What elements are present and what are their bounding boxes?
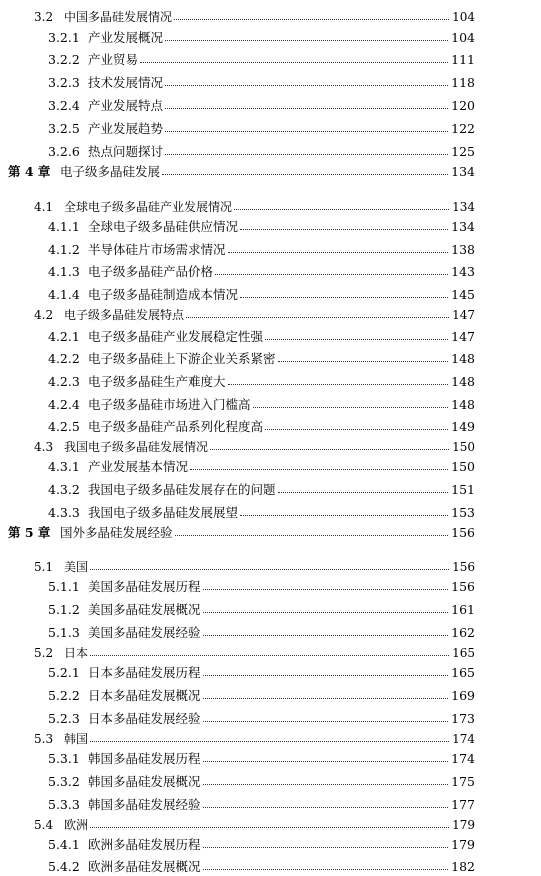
toc-entry-title: 技术发展情况 [88, 75, 164, 90]
toc-entry[interactable] [0, 504, 541, 522]
toc-entry-title: 我国电子级多晶硅发展存在的问题 [88, 482, 276, 497]
dot-leader [203, 869, 448, 870]
toc-entry[interactable] [0, 198, 541, 216]
toc-entry-title: 欧洲多晶硅发展历程 [88, 837, 201, 852]
dot-leader [203, 761, 448, 762]
toc-entry[interactable] [0, 218, 541, 236]
toc-entry-page-number: 118 [451, 75, 475, 90]
toc-entry-title: 电子级多晶硅产品价格 [88, 264, 214, 279]
toc-entry-title: 电子级多晶硅发展 [60, 164, 161, 179]
toc-entry-title: 美国多晶硅发展历程 [88, 579, 201, 594]
dot-leader [90, 741, 449, 742]
toc-entry[interactable] [0, 644, 541, 662]
toc-entry-number: 3.2.6 [48, 144, 80, 159]
dot-leader [265, 429, 448, 430]
toc-entry-title: 全球电子级多晶硅供应情况 [88, 219, 239, 234]
dot-leader [186, 317, 449, 318]
toc-entry-title: 日本多晶硅发展概况 [88, 688, 201, 703]
toc-entry[interactable] [0, 373, 541, 391]
toc-entry-title: 我国电子级多晶硅发展展望 [88, 505, 239, 520]
toc-entry-title: 韩国 [64, 732, 89, 746]
toc-entry-number: 4.2.5 [48, 419, 80, 434]
toc-entry-number: 4.2.3 [48, 374, 80, 389]
toc-entry[interactable] [0, 8, 541, 26]
toc-entry-page-number: 148 [451, 397, 475, 412]
toc-entry-page-number: 120 [451, 98, 475, 113]
toc-entry[interactable] [0, 816, 541, 834]
toc-entry[interactable] [0, 286, 541, 304]
toc-entry-title: 产业发展特点 [88, 98, 164, 113]
toc-entry-title: 电子级多晶硅生产难度大 [88, 374, 226, 389]
toc-entry-page-number: 149 [451, 419, 475, 434]
toc-entry-title: 日本多晶硅发展历程 [88, 665, 201, 680]
toc-entry-title: 韩国多晶硅发展概况 [88, 774, 201, 789]
dot-leader [203, 721, 448, 722]
toc-entry-number: 第 5 章 [8, 525, 51, 540]
toc-entry-page-number: 151 [451, 482, 475, 497]
toc-entry[interactable] [0, 143, 541, 161]
toc-entry-title: 美国多晶硅发展经验 [88, 625, 201, 640]
dot-leader [203, 807, 448, 808]
dot-leader [278, 492, 448, 493]
toc-entry-title: 电子级多晶硅产品系列化程度高 [88, 419, 264, 434]
toc-entry-page-number: 148 [451, 351, 475, 366]
dot-leader [165, 154, 448, 155]
toc-entry-number: 4.1.1 [48, 219, 80, 234]
toc-entry-page-number: 134 [451, 164, 475, 179]
toc-entry-number: 5.3.1 [48, 751, 80, 766]
toc-entry-number: 5.1.2 [48, 602, 80, 617]
toc-entry-page-number: 156 [451, 579, 475, 594]
toc-entry-number: 第 4 章 [8, 164, 51, 179]
toc-entry-page-number: 148 [451, 374, 475, 389]
toc-entry-number: 5.3 [34, 732, 54, 746]
toc-entry-number: 5.2.1 [48, 665, 80, 680]
toc-entry-number: 4.3 [34, 440, 54, 454]
toc-entry-page-number: 111 [451, 52, 475, 67]
toc-entry[interactable] [0, 578, 541, 596]
dot-leader [90, 569, 449, 570]
toc-entry-number: 4.3.2 [48, 482, 80, 497]
toc-entry[interactable] [0, 710, 541, 728]
dot-leader [215, 274, 448, 275]
toc-entry-number: 3.2.4 [48, 98, 80, 113]
toc-entry-page-number: 162 [451, 625, 475, 640]
toc-entry-number: 4.2 [34, 308, 54, 322]
toc-entry-number: 4.3.3 [48, 505, 80, 520]
toc-entry-number: 5.2.3 [48, 711, 80, 726]
toc-entry[interactable] [0, 350, 541, 368]
dot-leader [175, 535, 448, 536]
toc-entry-page-number: 125 [451, 144, 475, 159]
toc-entry-number: 5.1.3 [48, 625, 80, 640]
toc-entry[interactable] [0, 750, 541, 768]
toc-entry[interactable] [0, 796, 541, 814]
toc-entry-title: 日本 [64, 646, 89, 660]
toc-entry-page-number: 165 [452, 646, 475, 660]
toc-entry-page-number: 156 [451, 525, 475, 540]
toc-entry-number: 5.2 [34, 646, 54, 660]
toc-entry-page-number: 161 [451, 602, 475, 617]
dot-leader [240, 515, 448, 516]
toc-entry-title: 电子级多晶硅发展特点 [64, 308, 185, 322]
toc-entry-page-number: 143 [451, 264, 475, 279]
toc-entry-title: 韩国多晶硅发展历程 [88, 751, 201, 766]
toc-entry-title: 电子级多晶硅市场进入门槛高 [88, 397, 251, 412]
toc-entry[interactable] [0, 29, 541, 47]
dot-leader [203, 635, 448, 636]
dot-leader [140, 62, 448, 63]
toc-entry[interactable] [0, 51, 541, 69]
dot-leader [210, 449, 449, 450]
toc-entry-page-number: 147 [452, 308, 475, 322]
toc-entry-page-number: 145 [451, 287, 475, 302]
dot-leader [203, 589, 448, 590]
toc-entry-number: 5.2.2 [48, 688, 80, 703]
toc-entry[interactable] [0, 458, 541, 476]
toc-entry-title: 欧洲多晶硅发展概况 [88, 859, 201, 874]
toc-entry-number: 4.2.1 [48, 329, 80, 344]
toc-entry-page-number: 156 [452, 560, 475, 574]
toc-entry[interactable] [0, 163, 541, 181]
dot-leader [203, 847, 448, 848]
toc-entry-number: 4.1.4 [48, 287, 80, 302]
toc-entry-page-number: 153 [451, 505, 475, 520]
toc-entry-number: 4.2.4 [48, 397, 80, 412]
toc-entry-page-number: 173 [451, 711, 475, 726]
toc-entry-page-number: 177 [451, 797, 475, 812]
toc-entry-title: 产业发展基本情况 [88, 459, 189, 474]
toc-entry[interactable] [0, 836, 541, 854]
toc-entry[interactable] [0, 481, 541, 499]
toc-entry-number: 3.2.5 [48, 121, 80, 136]
toc-entry-number: 5.1.1 [48, 579, 80, 594]
toc-entry[interactable] [0, 687, 541, 705]
toc-entry[interactable] [0, 328, 541, 346]
toc-entry[interactable] [0, 858, 541, 876]
toc-entry-page-number: 104 [451, 30, 475, 45]
toc-entry-title: 中国多晶硅发展情况 [64, 10, 173, 24]
dot-leader [174, 19, 449, 20]
toc-entry-number: 4.1.3 [48, 264, 80, 279]
toc-entry-title: 韩国多晶硅发展经验 [88, 797, 201, 812]
toc-entry-number: 4.1 [34, 200, 54, 214]
toc-entry-title: 国外多晶硅发展经验 [60, 525, 173, 540]
toc-entry-page-number: 174 [452, 732, 475, 746]
toc-entry-page-number: 138 [451, 242, 475, 257]
dot-leader [265, 339, 448, 340]
toc-entry-page-number: 104 [452, 10, 475, 24]
toc-entry-title: 产业发展趋势 [88, 121, 164, 136]
toc-entry-number: 4.3.1 [48, 459, 80, 474]
dot-leader [240, 297, 448, 298]
toc-entry-title: 我国电子级多晶硅发展情况 [64, 440, 209, 454]
toc-entry-number: 5.4 [34, 818, 54, 832]
dot-leader [162, 174, 448, 175]
toc-entry[interactable] [0, 97, 541, 115]
dot-leader [165, 131, 448, 132]
toc-entry-page-number: 150 [451, 459, 475, 474]
toc-entry-number: 5.3.3 [48, 797, 80, 812]
toc-entry[interactable] [0, 306, 541, 324]
toc-entry-title: 半导体硅片市场需求情况 [88, 242, 226, 257]
toc-entry[interactable] [0, 524, 541, 542]
dot-leader [165, 40, 448, 41]
toc-entry-title: 美国 [64, 560, 89, 574]
dot-leader [90, 655, 449, 656]
toc-entry-title: 日本多晶硅发展经验 [88, 711, 201, 726]
toc-entry[interactable] [0, 730, 541, 748]
dot-leader [253, 407, 448, 408]
dot-leader [203, 675, 448, 676]
toc-entry-title: 美国多晶硅发展概况 [88, 602, 201, 617]
toc-entry[interactable] [0, 241, 541, 259]
toc-entry-title: 热点问题探讨 [88, 144, 164, 159]
toc-entry-page-number: 182 [451, 859, 475, 874]
toc-entry-number: 4.2.2 [48, 351, 80, 366]
toc-entry[interactable] [0, 396, 541, 414]
dot-leader [165, 85, 448, 86]
dot-leader [203, 612, 448, 613]
toc-entry-title: 欧洲 [64, 818, 89, 832]
toc-entry-page-number: 179 [451, 837, 475, 852]
dot-leader [228, 384, 448, 385]
toc-entry-page-number: 147 [451, 329, 475, 344]
toc-entry-page-number: 134 [452, 200, 475, 214]
toc-entry[interactable] [0, 120, 541, 138]
toc-entry-title: 全球电子级多晶硅产业发展情况 [64, 200, 233, 214]
dot-leader [234, 209, 449, 210]
dot-leader [203, 784, 448, 785]
toc-entry-number: 5.3.2 [48, 774, 80, 789]
toc-entry-number: 5.4.1 [48, 837, 80, 852]
toc-entry-page-number: 169 [451, 688, 475, 703]
toc-entry[interactable] [0, 74, 541, 92]
toc-entry-page-number: 174 [451, 751, 475, 766]
toc-entry-number: 4.1.2 [48, 242, 80, 257]
toc-entry-number: 3.2.1 [48, 30, 80, 45]
toc-entry-title: 电子级多晶硅产业发展稳定性强 [88, 329, 264, 344]
dot-leader [90, 827, 449, 828]
toc-entry[interactable] [0, 773, 541, 791]
toc-entry[interactable] [0, 438, 541, 456]
dot-leader [165, 108, 448, 109]
toc-entry[interactable] [0, 624, 541, 642]
toc-entry[interactable] [0, 263, 541, 281]
toc-entry-page-number: 134 [451, 219, 475, 234]
toc-entry-page-number: 122 [451, 121, 475, 136]
dot-leader [203, 698, 448, 699]
toc-entry[interactable] [0, 664, 541, 682]
dot-leader [228, 252, 448, 253]
toc-entry-title: 电子级多晶硅上下游企业关系紧密 [88, 351, 276, 366]
toc-entry-number: 3.2.3 [48, 75, 80, 90]
toc-entry-number: 3.2 [34, 10, 54, 24]
dot-leader [278, 361, 448, 362]
toc-entry-title: 产业贸易 [88, 52, 139, 67]
toc-entry-number: 3.2.2 [48, 52, 80, 67]
dot-leader [190, 469, 448, 470]
toc-entry[interactable] [0, 558, 541, 576]
toc-entry-page-number: 179 [452, 818, 475, 832]
toc-entry-number: 5.1 [34, 560, 54, 574]
toc-entry-page-number: 175 [451, 774, 475, 789]
toc-entry-title: 电子级多晶硅制造成本情况 [88, 287, 239, 302]
toc-entry-title: 产业发展概况 [88, 30, 164, 45]
toc-entry[interactable] [0, 601, 541, 619]
toc-entry-number: 5.4.2 [48, 859, 80, 874]
dot-leader [240, 229, 448, 230]
toc-entry[interactable] [0, 418, 541, 436]
toc-entry-page-number: 165 [451, 665, 475, 680]
toc-entry-page-number: 150 [452, 440, 475, 454]
